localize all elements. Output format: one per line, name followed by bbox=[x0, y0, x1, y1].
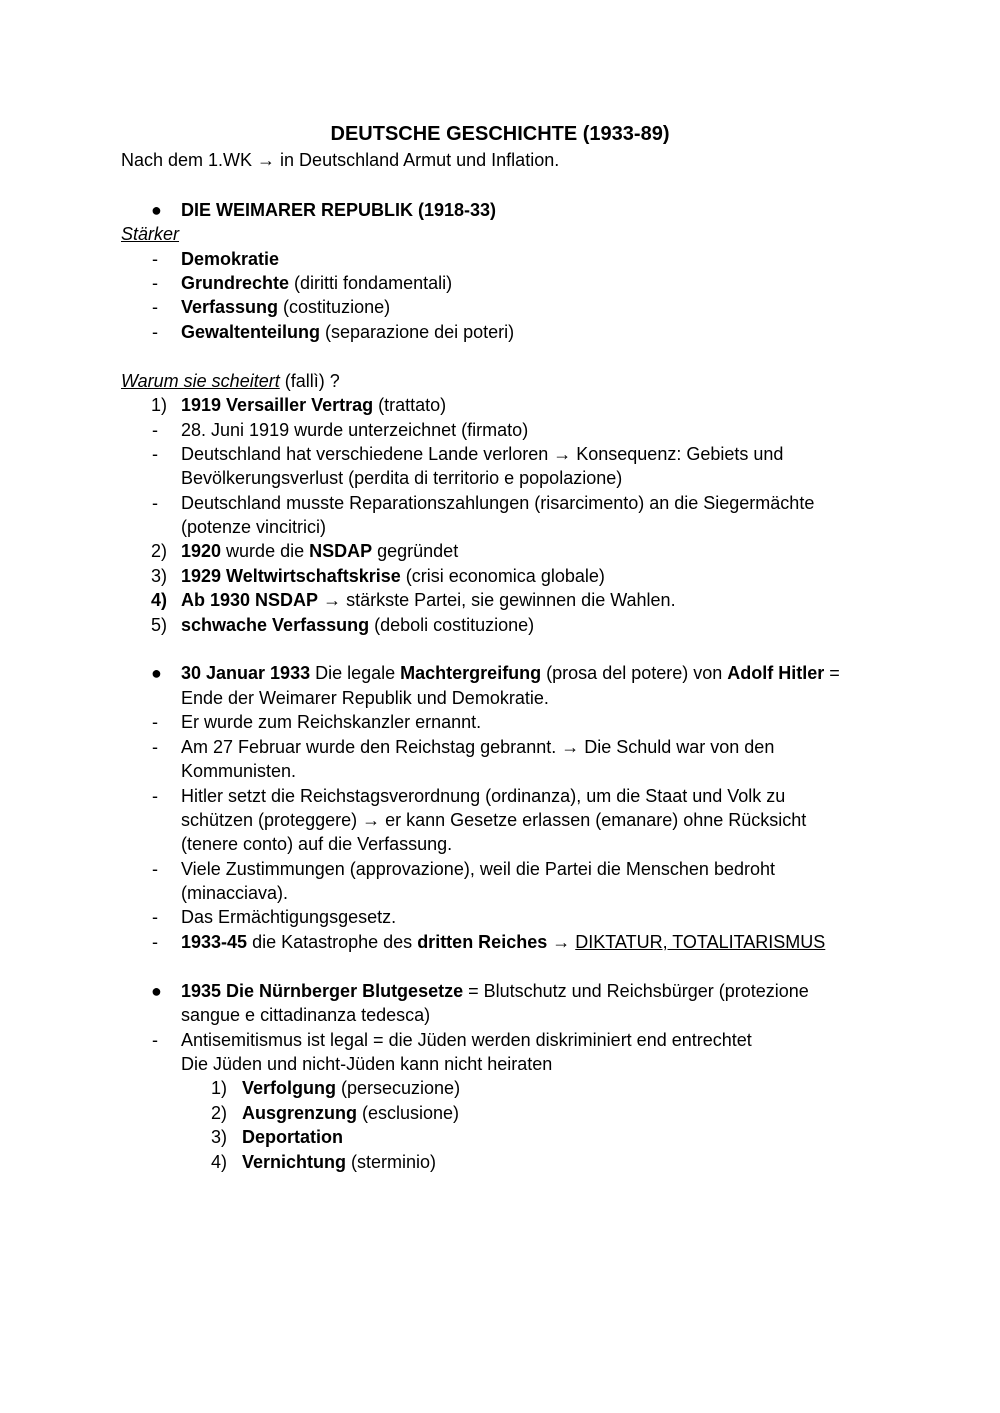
dash-marker: - bbox=[152, 420, 158, 440]
dash-marker: - bbox=[152, 932, 158, 952]
list-number: 3) bbox=[211, 1127, 228, 1147]
section-heading-continued: sangue e cittadinanza tedesca) bbox=[181, 1005, 431, 1025]
list-number: 4) bbox=[211, 1152, 228, 1172]
list-number: 4) bbox=[151, 590, 168, 610]
step-item: Vernichtung (sterminio) bbox=[242, 1152, 437, 1172]
section-heading-continued: Ende der Weimarer Republik und Demokratie. bbox=[181, 688, 549, 708]
list-number: 1) bbox=[211, 1078, 228, 1098]
section-heading-1933: 30 Januar 1933 Die legale Machtergreifung (prosa del potere) von Adolf Hitler = bbox=[181, 663, 840, 683]
intro-text: Nach dem 1.WK → in Deutschland Armut und Inflation. bbox=[121, 150, 560, 170]
failure-item: Ab 1930 NSDAP → stärkste Partei, sie gewinnen die Wahlen. bbox=[181, 590, 676, 610]
step-item: Deportation bbox=[242, 1127, 343, 1147]
bullet-marker: ● bbox=[151, 200, 162, 220]
dash-marker: - bbox=[152, 249, 158, 269]
sub-item: Deutschland musste Reparationszahlungen (risarcimento) an die Siegermächte bbox=[181, 493, 815, 513]
dash-marker: - bbox=[152, 907, 158, 927]
failure-heading: Warum sie scheitert (fallì) ? bbox=[121, 371, 340, 391]
sub-item-continued: (potenze vincitrici) bbox=[181, 517, 327, 537]
sub-item: Er wurde zum Reichskanzler ernannt. bbox=[181, 712, 482, 732]
failure-item: 1929 Weltwirtschaftskrise (crisi economica globale) bbox=[181, 566, 605, 586]
dash-marker: - bbox=[152, 712, 158, 732]
sub-item: 28. Juni 1919 wurde unterzeichnet (firmato) bbox=[181, 420, 529, 440]
strengths-label: Stärker bbox=[121, 224, 180, 244]
sub-item: Viele Zustimmungen (approvazione), weil die Partei die Menschen bedroht bbox=[181, 859, 775, 879]
step-item: Verfolgung (persecuzione) bbox=[242, 1078, 461, 1098]
sub-item-continued: Die Jüden und nicht-Jüden kann nicht heiraten bbox=[181, 1054, 553, 1074]
bullet-marker: ● bbox=[151, 981, 162, 1001]
sub-item-continued: (minacciava). bbox=[181, 883, 289, 903]
step-item: Ausgrenzung (esclusione) bbox=[242, 1103, 460, 1123]
dash-marker: - bbox=[152, 444, 158, 464]
sub-item: Das Ermächtigungsgesetz. bbox=[181, 907, 397, 927]
dash-marker: - bbox=[152, 322, 158, 342]
sub-item: Am 27 Februar wurde den Reichstag gebrannt. → Die Schuld war von den bbox=[181, 737, 775, 757]
sub-item-continued: (tenere conto) auf die Verfassung. bbox=[181, 834, 453, 854]
dash-marker: - bbox=[152, 786, 158, 806]
dash-marker: - bbox=[152, 493, 158, 513]
dash-marker: - bbox=[152, 859, 158, 879]
failure-item: 1919 Versailler Vertrag (trattato) bbox=[181, 395, 447, 415]
sub-item-continued: Kommunisten. bbox=[181, 761, 297, 781]
dash-marker: - bbox=[152, 297, 158, 317]
sub-item-continued: Bevölkerungsverlust (perdita di territorio e popolazione) bbox=[181, 468, 623, 488]
list-number: 3) bbox=[151, 566, 168, 586]
list-number: 2) bbox=[211, 1103, 228, 1123]
dash-marker: - bbox=[152, 273, 158, 293]
sub-item: 1933-45 die Katastrophe des dritten Reiches → DIKTATUR, TOTALITARISMUS bbox=[181, 932, 826, 952]
list-number: 5) bbox=[151, 615, 168, 635]
sub-item-continued: schützen (proteggere) → er kann Gesetze erlassen (emanare) ohne Rücksicht bbox=[181, 810, 807, 830]
sub-item: Hitler setzt die Reichstagsverordnung (ordinanza), um die Staat und Volk zu bbox=[181, 786, 786, 806]
strength-item: Gewaltenteilung (separazione dei poteri) bbox=[181, 322, 515, 342]
failure-item: schwache Verfassung (deboli costituzione) bbox=[181, 615, 535, 635]
sub-item: Deutschland hat verschiedene Lande verloren → Konsequenz: Gebiets und bbox=[181, 444, 784, 464]
list-number: 2) bbox=[151, 541, 168, 561]
strength-item: Verfassung (costituzione) bbox=[181, 297, 391, 317]
list-number: 1) bbox=[151, 395, 168, 415]
section-heading-1935: 1935 Die Nürnberger Blutgesetze = Blutschutz und Reichsbürger (protezione bbox=[181, 981, 809, 1001]
strength-item: Demokratie bbox=[181, 249, 280, 269]
section-heading-weimar: DIE WEIMARER REPUBLIK (1918-33) bbox=[181, 200, 497, 220]
sub-item: Antisemitismus ist legal = die Jüden werden diskriminiert end entrechtet bbox=[181, 1030, 752, 1050]
strength-item: Grundrechte (diritti fondamentali) bbox=[181, 273, 453, 293]
dash-marker: - bbox=[152, 737, 158, 757]
bullet-marker: ● bbox=[151, 663, 162, 683]
page-title: DEUTSCHE GESCHICHTE (1933-89) bbox=[330, 123, 670, 145]
failure-item: 1920 wurde die NSDAP gegründet bbox=[181, 541, 459, 561]
dash-marker: - bbox=[152, 1030, 158, 1050]
